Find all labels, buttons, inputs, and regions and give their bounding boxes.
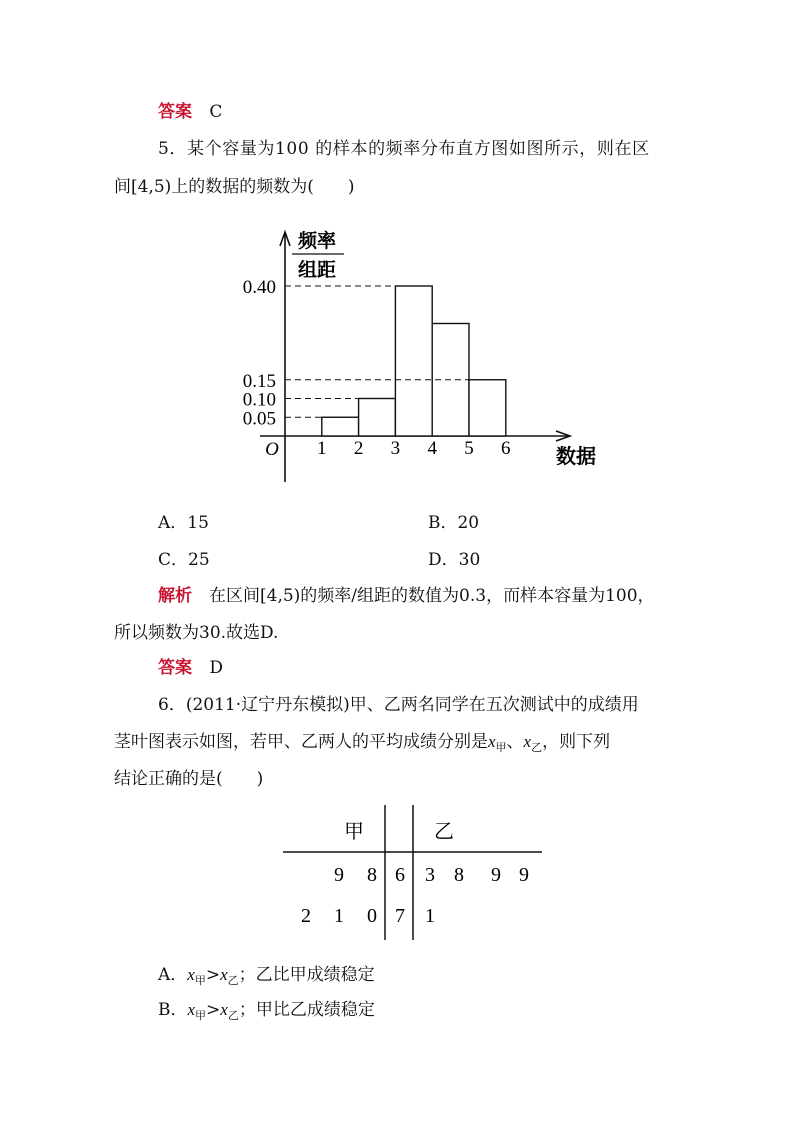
histogram-bar	[469, 380, 506, 436]
q5-answer-line	[158, 653, 223, 678]
answer-value: C	[209, 102, 223, 122]
q4-answer-line	[158, 97, 222, 122]
q6-stem-text: ，则下列	[542, 732, 611, 752]
y-tick-label: 0.15	[242, 370, 276, 392]
leaf-right: 9	[491, 864, 501, 886]
x-tick-label: 4	[427, 438, 437, 459]
q5-analysis-line2: 所以频数为30.故选D.	[114, 623, 279, 643]
x-tick-label: 5	[464, 438, 474, 459]
q5-option-c: C．25	[158, 550, 210, 570]
x-symbol: x	[220, 1000, 228, 1019]
q5-stem-line1: 5．某个容量为100 的样本的频率分布直方图如图所示，则在区	[158, 139, 650, 159]
leaf-right: 3	[425, 864, 435, 886]
x-tick-label: 2	[353, 438, 364, 459]
q6-stem-line2	[114, 727, 610, 755]
x-symbol: x	[523, 732, 532, 751]
answer-label: 答案	[158, 102, 192, 122]
leaf-right: 1	[425, 905, 435, 927]
q5-option-a: A．15	[158, 513, 209, 533]
stem-value: 6	[395, 864, 405, 886]
y-axis-label-top: 频率	[297, 230, 337, 252]
q6-stem-text: 茎叶图表示如图，若甲、乙两人的平均成绩分别是	[114, 732, 488, 752]
x-axis-label: 数据	[556, 444, 596, 468]
leaf-left: 9	[334, 864, 344, 886]
answer-label: 答案	[158, 658, 192, 678]
q5-analysis-line1	[158, 581, 655, 606]
comparison-op: >	[206, 1000, 221, 1020]
x-symbol: x	[488, 732, 496, 751]
x-tick-label: 1	[317, 438, 327, 459]
q5-stem-line2: 间[4,5)上的数据的频数为( )	[114, 177, 355, 197]
option-tail: ；甲比乙成绩稳定	[238, 1000, 375, 1020]
x-tick-label: 3	[390, 438, 401, 459]
stemleaf-header-right: 乙	[434, 819, 454, 843]
histogram-bar	[359, 399, 396, 437]
leaf-left: 1	[334, 905, 344, 927]
analysis-label: 解析	[158, 586, 192, 606]
subscript-yi: 乙	[227, 1009, 239, 1022]
subscript-yi: 乙	[227, 974, 239, 987]
leaf-left: 2	[301, 905, 311, 927]
x-symbol: x	[220, 965, 228, 984]
comparison-op: >	[205, 965, 221, 985]
stem-leaf-plot	[0, 800, 794, 950]
q5-option-d: D．30	[428, 550, 481, 570]
y-tick-label: 0.40	[242, 277, 276, 298]
answer-value: D	[209, 658, 224, 678]
option-prefix: B．	[158, 1000, 188, 1020]
histogram-bar	[395, 286, 432, 436]
separator: 、	[506, 732, 524, 752]
y-tick-label: 0.10	[242, 389, 276, 411]
origin-label: O	[265, 439, 279, 460]
x-symbol: x	[187, 965, 195, 984]
q6-stem-line3: 结论正确的是( )	[114, 769, 264, 789]
leaf-right: 8	[454, 864, 464, 886]
subscript-jia: 甲	[195, 1009, 207, 1022]
q6-option-a	[158, 960, 375, 988]
leaf-right: 9	[519, 864, 529, 886]
q6-stem-line1: 6．(2011·辽宁丹东模拟)甲、乙两名同学在五次测试中的成绩用	[158, 695, 639, 715]
stemleaf-header-left: 甲	[344, 819, 364, 843]
analysis-text: 在区间[4,5)的频率/组距的数值为0.3，而样本容量为100，	[192, 586, 655, 606]
x-symbol: x	[187, 1000, 196, 1019]
leaf-left: 8	[367, 864, 377, 886]
option-prefix: A．	[158, 965, 188, 985]
leaf-left: 0	[367, 905, 377, 927]
q6-option-b	[158, 995, 375, 1023]
subscript-jia: 甲	[194, 974, 206, 987]
histogram-chart	[0, 220, 794, 520]
y-axis-label-bottom: 组距	[297, 259, 337, 281]
subscript-yi: 乙	[531, 741, 543, 754]
y-tick-label: 0.05	[242, 408, 276, 430]
option-tail: ；乙比甲成绩稳定	[238, 965, 375, 985]
histogram-bar	[322, 417, 359, 436]
stem-value: 7	[395, 905, 405, 927]
subscript-jia: 甲	[495, 741, 507, 754]
q5-option-b: B．20	[428, 513, 480, 533]
x-tick-label: 6	[501, 438, 511, 459]
